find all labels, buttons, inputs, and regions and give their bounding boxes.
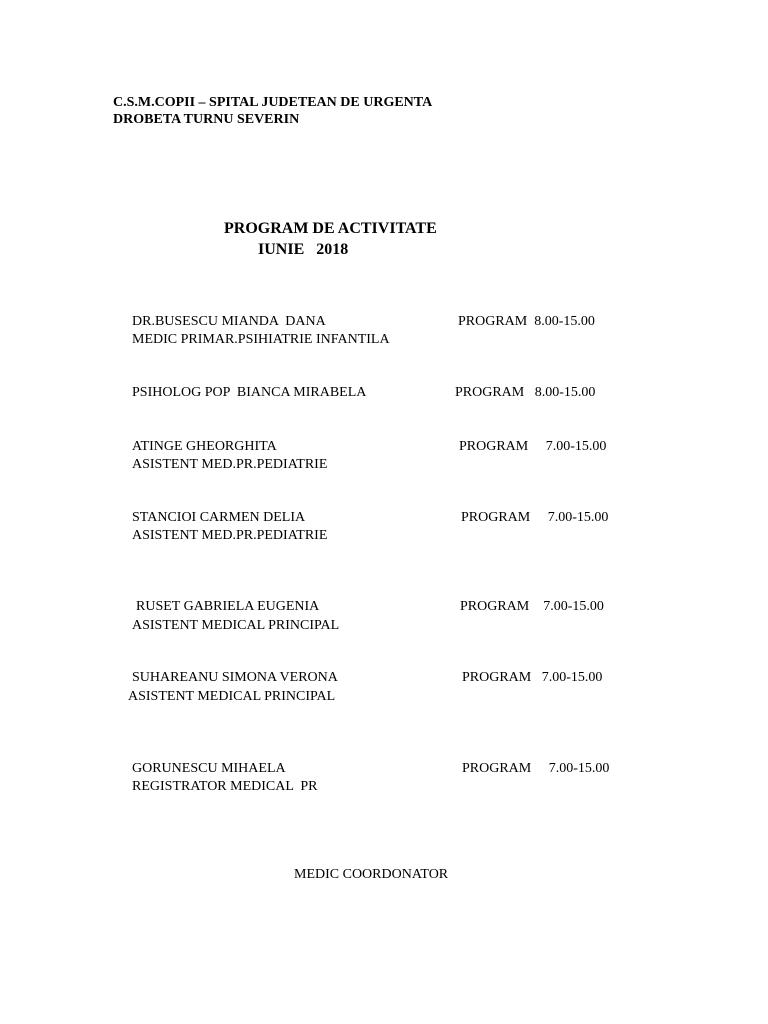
entry-name: DR.BUSESCU MIANDA DANA [132, 314, 326, 329]
entry-role: ASISTENT MED.PR.PEDIATRIE [132, 457, 328, 472]
entry-name: STANCIOI CARMEN DELIA [132, 510, 306, 525]
document-period: IUNIE 2018 [258, 241, 349, 258]
signature-title: MEDIC COORDONATOR [294, 867, 449, 882]
entry-role: REGISTRATOR MEDICAL PR [132, 779, 318, 794]
entry-name: PSIHOLOG POP BIANCA MIRABELA [132, 385, 367, 400]
entry-schedule: PROGRAM 8.00-15.00 [458, 314, 595, 329]
entry-role: MEDIC PRIMAR.PSIHIATRIE INFANTILA [132, 332, 390, 347]
institution-location: DROBETA TURNU SEVERIN [113, 112, 300, 127]
institution-name: C.S.M.COPII – SPITAL JUDETEAN DE URGENTA [113, 95, 433, 110]
entry-schedule: PROGRAM 7.00-15.00 [462, 670, 603, 685]
entry-name: SUHAREANU SIMONA VERONA [132, 670, 338, 685]
entry-role: ASISTENT MEDICAL PRINCIPAL [128, 689, 336, 704]
document-title: PROGRAM DE ACTIVITATE [224, 220, 437, 237]
entry-schedule: PROGRAM 7.00-15.00 [462, 761, 610, 776]
entry-schedule: PROGRAM 7.00-15.00 [461, 510, 609, 525]
entry-schedule: PROGRAM 7.00-15.00 [460, 599, 604, 614]
entry-name: RUSET GABRIELA EUGENIA [136, 599, 320, 614]
entry-role: ASISTENT MEDICAL PRINCIPAL [132, 618, 340, 633]
entry-schedule: PROGRAM 7.00-15.00 [459, 439, 607, 454]
entry-name: GORUNESCU MIHAELA [132, 761, 286, 776]
entry-name: ATINGE GHEORGHITA [132, 439, 277, 454]
entry-role: ASISTENT MED.PR.PEDIATRIE [132, 528, 328, 543]
entry-schedule: PROGRAM 8.00-15.00 [455, 385, 596, 400]
